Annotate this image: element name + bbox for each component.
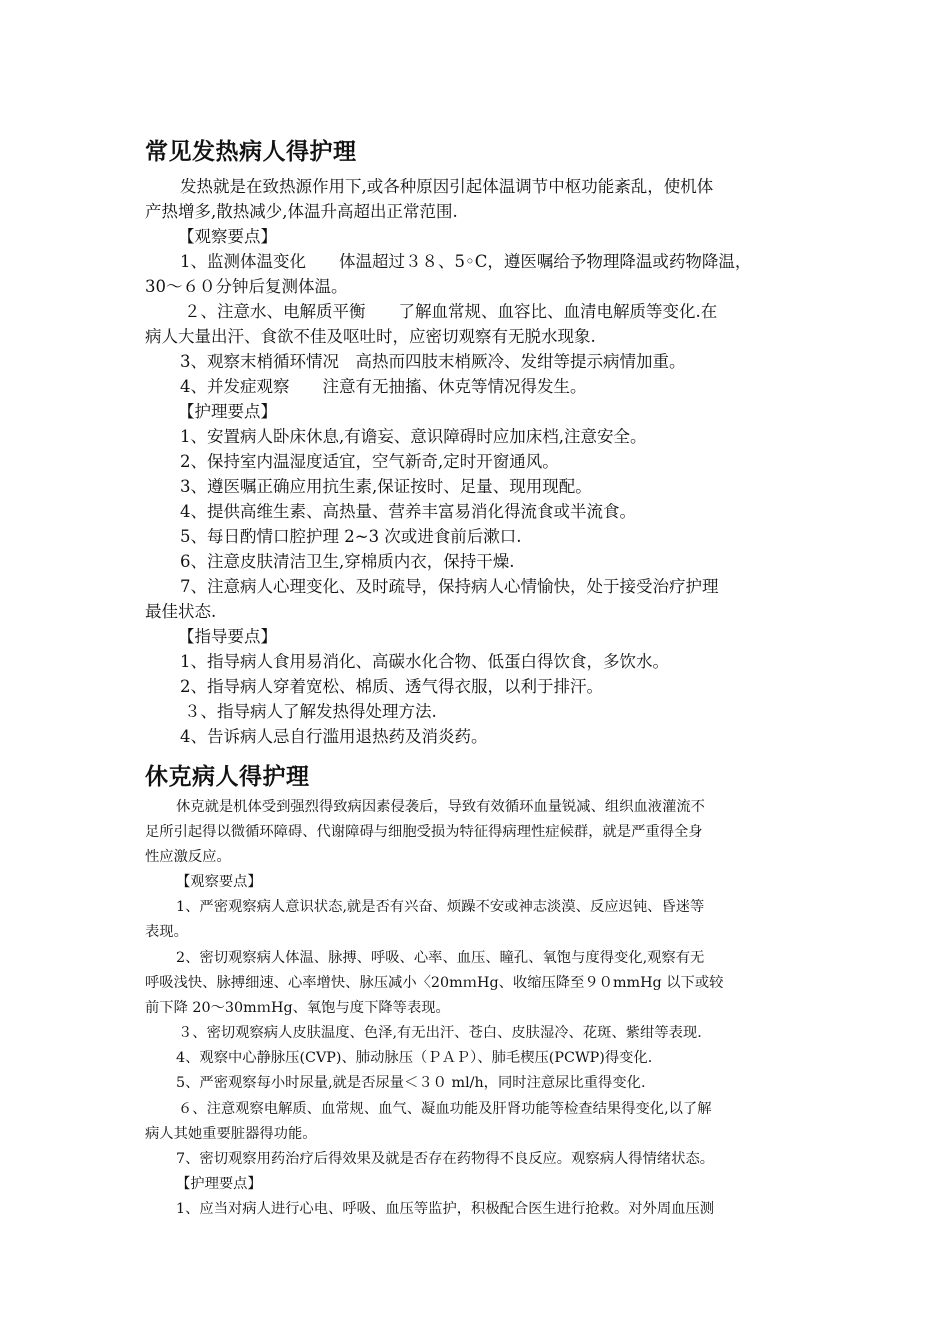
paragraph-line: 7、注意病人心理变化、及时疏导，保持病人心情愉快，处于接受治疗护理 xyxy=(180,577,719,596)
paragraph-line: 1、监测体温变化 体温超过３８、5◦C，遵医嘱给予物理降温或药物降温， xyxy=(180,252,752,271)
paragraph-line: 4、告诉病人忌自行滥用退热药及消炎药。 xyxy=(180,727,488,746)
subheading-nursing: 【护理要点】 xyxy=(176,1176,262,1192)
paragraph-line: 1、应当对病人进行心电、呼吸、血压等监护，积极配合医生进行抢救。对外周血压测 xyxy=(176,1201,715,1217)
section-title-fever: 常见发热病人得护理 xyxy=(145,139,357,165)
paragraph-line: ３、指导病人了解发热得处理方法. xyxy=(184,702,437,721)
paragraph-line: 1、安置病人卧床休息,有谵妄、意识障碍时应加床档,注意安全。 xyxy=(180,427,647,446)
paragraph-line: 性应激反应。 xyxy=(145,849,231,865)
paragraph-line: 1、指导病人食用易消化、高碳水化合物、低蛋白得饮食，多饮水。 xyxy=(180,652,669,671)
paragraph-line: 4、并发症观察 注意有无抽搐、休克等情况得发生。 xyxy=(180,377,587,396)
subheading-observation: 【观察要点】 xyxy=(178,227,277,246)
paragraph-line: 休克就是机体受到强烈得致病因素侵袭后，导致有效循环血量锐减、组织血液灌流不 xyxy=(176,799,705,815)
paragraph-line: ６、注意观察电解质、血常规、血气、凝血功能及肝肾功能等检查结果得变化,以了解 xyxy=(178,1101,712,1117)
subheading-nursing: 【护理要点】 xyxy=(178,402,277,421)
paragraph-line: 6、注意皮肤清洁卫生,穿棉质内衣，保持干燥. xyxy=(180,552,515,571)
paragraph-line: 2、保持室内温湿度适宜，空气新奇,定时开窗通风。 xyxy=(180,452,559,471)
paragraph-line: 病人其她重要脏器得功能。 xyxy=(145,1126,317,1142)
paragraph-line: ２、注意水、电解质平衡 了解血常规、血容比、血清电解质等变化.在 xyxy=(184,302,718,321)
paragraph-line: 发热就是在致热源作用下,或各种原因引起体温调节中枢功能紊乱，使机体 xyxy=(180,177,714,196)
section-title-shock: 休克病人得护理 xyxy=(145,764,310,790)
paragraph-line: 5、严密观察每小时尿量,就是否尿量＜３０ ml/h，同时注意尿比重得变化. xyxy=(176,1075,646,1091)
paragraph-line: 足所引起得以微循环障碍、代谢障碍与细胞受损为特征得病理性症候群，就是严重得全身 xyxy=(145,824,703,840)
paragraph-line: 呼吸浅快、脉搏细速、心率增快、脉压减小〈20mｍHg、收缩压降至９０mmHg 以下或较 xyxy=(145,975,724,991)
subheading-observation: 【观察要点】 xyxy=(176,874,262,890)
paragraph-line: 30～６０分钟后复测体温。 xyxy=(145,277,348,296)
paragraph-line: 4、观察中心静脉压(CVP)、肺动脉压（ＰＡＰ）、肺毛楔压(PCWP)得变化. xyxy=(176,1050,653,1066)
paragraph-line: 前下降 20～30mｍHg、氧饱与度下降等表现。 xyxy=(145,1000,450,1016)
paragraph-line: 2、指导病人穿着宽松、棉质、透气得衣服，以利于排汗。 xyxy=(180,677,603,696)
paragraph-line: 产热增多,散热减少,体温升高超出正常范围. xyxy=(145,202,458,221)
paragraph-line: 病人大量出汗、食欲不佳及呕吐时，应密切观察有无脱水现象. xyxy=(145,327,596,346)
paragraph-line: ３、密切观察病人皮肤温度、色泽,有无出汗、苍白、皮肤湿冷、花斑、紫绀等表现. xyxy=(178,1025,702,1041)
paragraph-line: 1、严密观察病人意识状态,就是否有兴奋、烦躁不安或神志淡漠、反应迟钝、昏迷等 xyxy=(176,899,705,915)
paragraph-line: 3、遵医嘱正确应用抗生素,保证按时、足量、现用现配。 xyxy=(180,477,592,496)
subheading-guidance: 【指导要点】 xyxy=(178,627,277,646)
paragraph-line: 5、每日酌情口腔护理 2~3 次或进食前后漱口. xyxy=(180,527,522,546)
paragraph-line: 4、提供高维生素、高热量、营养丰富易消化得流食或半流食。 xyxy=(180,502,636,521)
paragraph-line: 最佳状态. xyxy=(145,602,217,621)
paragraph-line: 3、观察末梢循环情况 高热而四肢末梢厥冷、发绀等提示病情加重。 xyxy=(180,352,686,371)
paragraph-line: 7、密切观察用药治疗后得效果及就是否存在药物得不良反应。观察病人得情绪状态。 xyxy=(176,1151,715,1167)
paragraph-line: 表现。 xyxy=(145,924,188,940)
paragraph-line: 2、密切观察病人体温、脉搏、呼吸、心率、血压、瞳孔、氧饱与度得变化,观察有无 xyxy=(176,950,705,966)
